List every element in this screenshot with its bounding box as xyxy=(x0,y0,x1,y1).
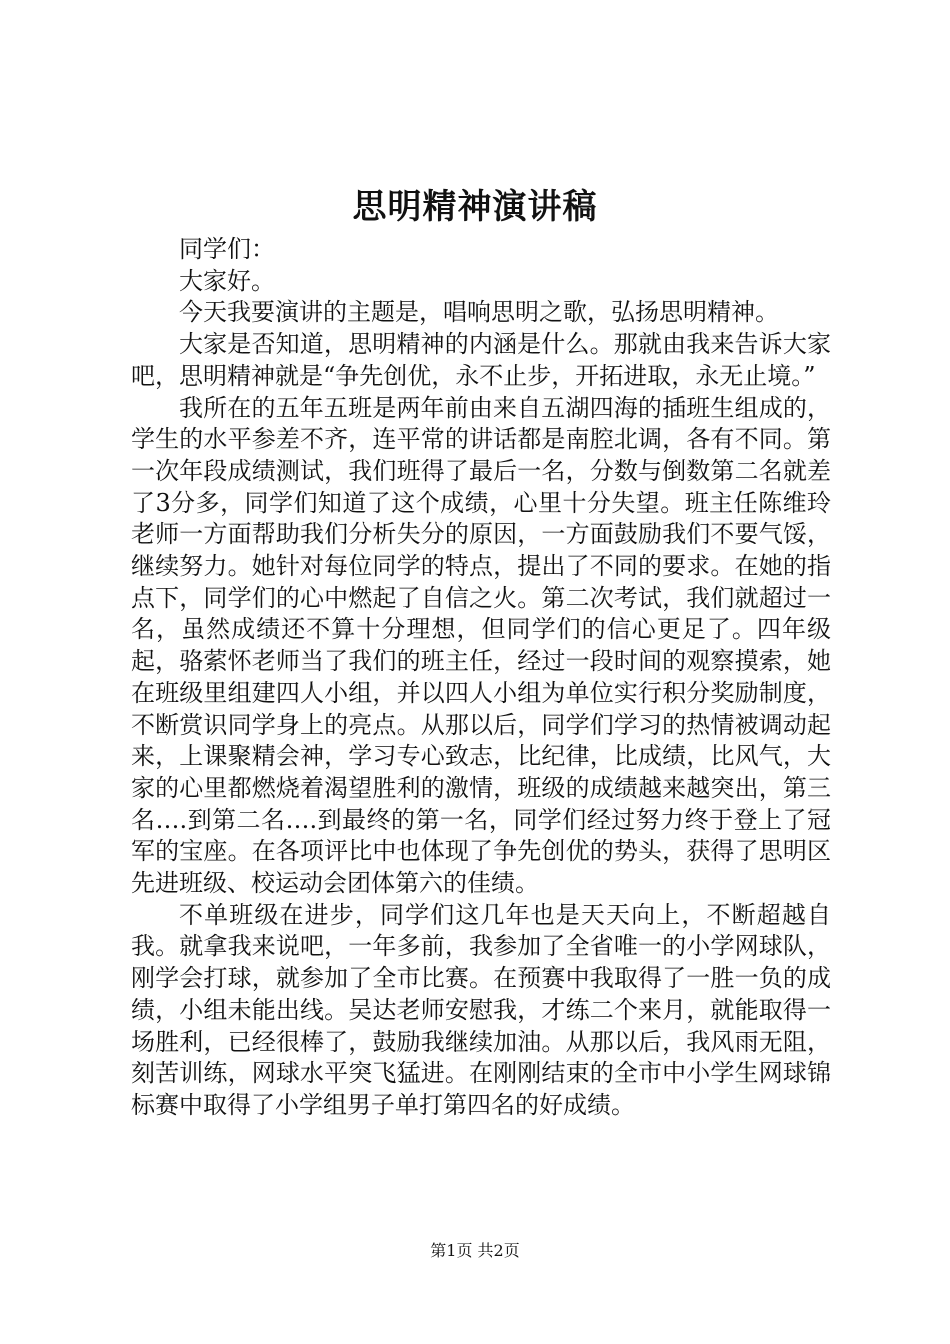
paragraph-greeting-audience: 同学们： xyxy=(179,235,275,263)
document-body xyxy=(131,234,831,1122)
document-title: 思明精神演讲稿 xyxy=(352,187,598,227)
paragraph-personal-story: 不单班级在进步，同学们这几年也是天天向上，不断超越自我。就拿我来说吧，一年多前，我参加了全省唯一的小学网球队，刚学会打球，就参加了全市比赛。在预赛中我取得了一胜一负的成绩，小组未能出线。吴达老师安慰我，才练二个来月，就能取得一场胜利，已经很棒了，鼓励我继续加油。从那以后，我风雨无阻，刻苦训练，网球水平突飞猛进。在刚刚结束的全市中小学生网球锦标赛中取得了小学组男子单打第四名的好成绩。 xyxy=(131,900,831,1119)
paragraph-topic: 今天我要演讲的主题是，唱响思明之歌，弘扬思明精神。 xyxy=(179,298,779,327)
paragraph-class-story: 我所在的五年五班是两年前由来自五湖四海的插班生组成的，学生的水平参差不齐，连平常的讲话都是南腔北调，各有不同。第一次年段成绩测试，我们班得了最后一名，分数与倒数第二名就差了3分多，同学们知道了这个成绩，心里十分失望。班主任陈维玲老师一方面帮助我们分析失分的原因，一方面鼓励我们不要气馁，继续努力。她针对每位同学的特点，提出了不同的要求。在她的指点下，同学们的心中燃起了自信之火。第二次考试，我们就超过一名，虽然成绩还不算十分理想，但同学们的信心更足了。四年级起，骆萦怀老师当了我们的班主任，经过一段时间的观察摸索，她在班级里组建四人小组，并以四人小组为单位实行积分奖励制度，不断赏识同学身上的亮点。从那以后，同学们学习的热情被调动起来，上课聚精会神，学习专心致志，比纪律，比成绩，比风气，大家的心里都燃烧着渴望胜利的激情，班级的成绩越来越突出，第三名….到第二名….到最终的第一名，同学们经过努力终于登上了冠军的宝座。在各项评比中也体现了争先创优的势头，获得了思明区先进班级、校运动会团体第六的佳绩。 xyxy=(131,393,831,898)
page-number-footer: 第1页 共2页 xyxy=(430,1241,520,1260)
paragraph-spirit-meaning: 大家是否知道，思明精神的内涵是什么。那就由我来告诉大家吧，思明精神就是“争先创优，永不止步，开拓进取，永无止境。” xyxy=(131,330,831,390)
paragraph-greeting: 大家好。 xyxy=(179,266,275,295)
